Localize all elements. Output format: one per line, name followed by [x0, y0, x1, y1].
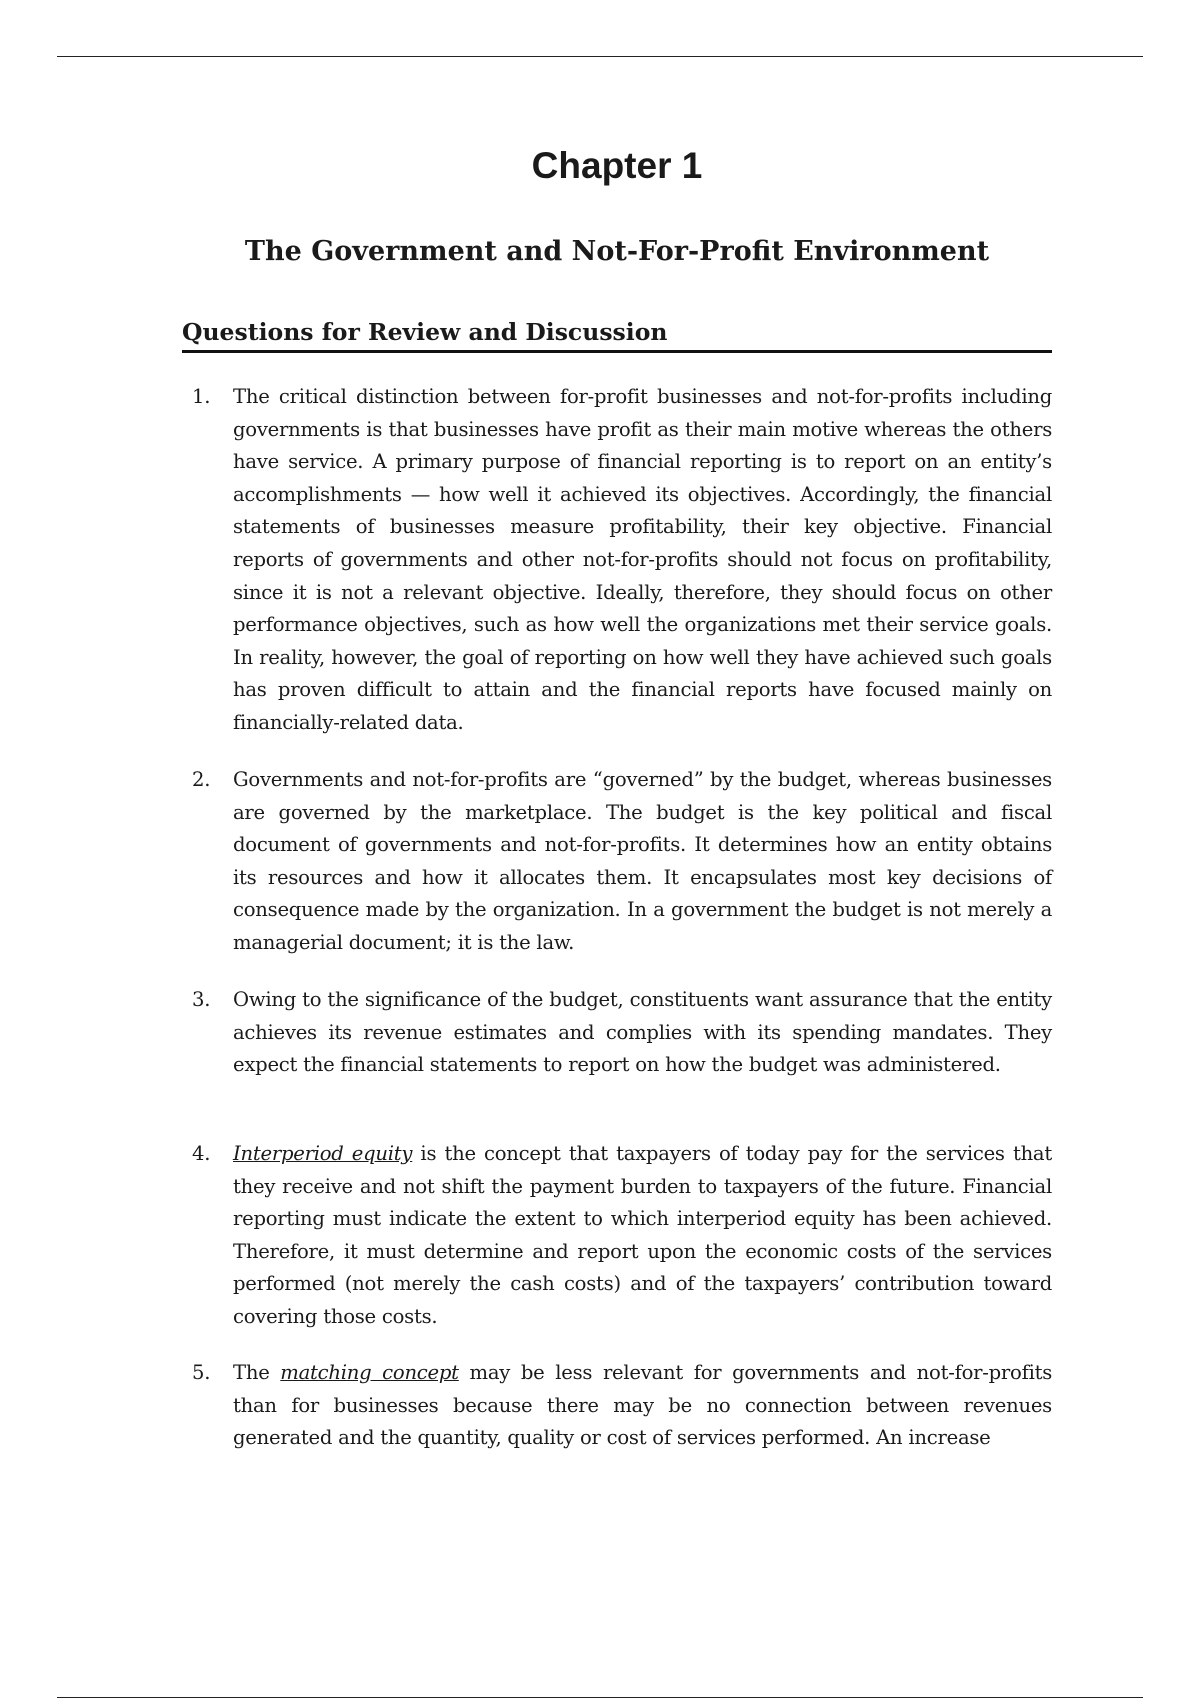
item-text: The critical distinction between for-profit businesses and not-for-profits including governments is that businesses have profit as their main motive whereas the others have service. A primary purpose of financial reporting is to report on an entity’s accomplishments — how well it achieved its objectives. Accordingly, the financial statements of businesses measure profitability, their key objective. Financial reports of governments and other not-for-profits should not focus on profitability, since it is not a relevant objective. Ideally, therefore, they should focus on other performance objectives, such as how well the organizations met their service goals. In reality, however, the goal of reporting on how well they have achieved such goals has proven difficult to attain and the financial reports have focused mainly on financially-related data.: [233, 385, 1052, 734]
chapter-title: Chapter 1: [531, 145, 703, 186]
item-continuation: may be less relevant for governments and not-for-profits than for businesses because there may be no connection between revenues generated and the quantity, quality or cost of services performed. An increase: [233, 1361, 1053, 1450]
footer-rule: [57, 1697, 1143, 1698]
list-item: [182, 381, 1052, 740]
header-rule: [57, 56, 1143, 57]
list-item: [182, 764, 1052, 960]
list-item: [182, 984, 1052, 1082]
chapter-subtitle: The Government and Not-For-Profit Environment: [244, 236, 990, 267]
item-text: Governments and not-for-profits are “governed” by the budget, whereas businesses are governed by the marketplace. The budget is the key political and fiscal document of governments and not-for-profits. It determines how an entity obtains its resources and how it allocates them. It encapsulates most key decisions of consequence made by the organization. In a government the budget is not merely a managerial document; it is the law.: [233, 768, 1052, 954]
item-number: 3.: [192, 988, 211, 1011]
item-continuation: is the concept that taxpayers of today pay for the services that they receive and not shift the payment burden to taxpayers of the future. Financial reporting must indicate the extent to which interperiod equity has been achieved. Therefore, it must determine and report upon the economic costs of the services performed (not merely the cash costs) and of the taxpayers’ contribution toward covering those costs.: [233, 1142, 1052, 1328]
defined-term: matching concept: [280, 1361, 459, 1384]
item-number: 1.: [192, 385, 211, 408]
item-lead: The: [233, 1361, 281, 1384]
list-item: [182, 1138, 1052, 1334]
defined-term: Interperiod equity: [233, 1142, 413, 1165]
item-number: 4.: [192, 1142, 211, 1165]
item-text: [233, 1138, 1052, 1334]
item-text: Owing to the significance of the budget, constituents want assurance that the entity achieves its revenue estimates and complies with its spending mandates. They expect the financial statements to report on how the budget was administered.: [233, 988, 1052, 1077]
item-text: [233, 1357, 1052, 1455]
item-number: 2.: [192, 768, 211, 791]
item-number: 5.: [192, 1361, 211, 1384]
section-heading: Questions for Review and Discussion: [182, 314, 1052, 353]
list-item: [182, 1357, 1052, 1455]
